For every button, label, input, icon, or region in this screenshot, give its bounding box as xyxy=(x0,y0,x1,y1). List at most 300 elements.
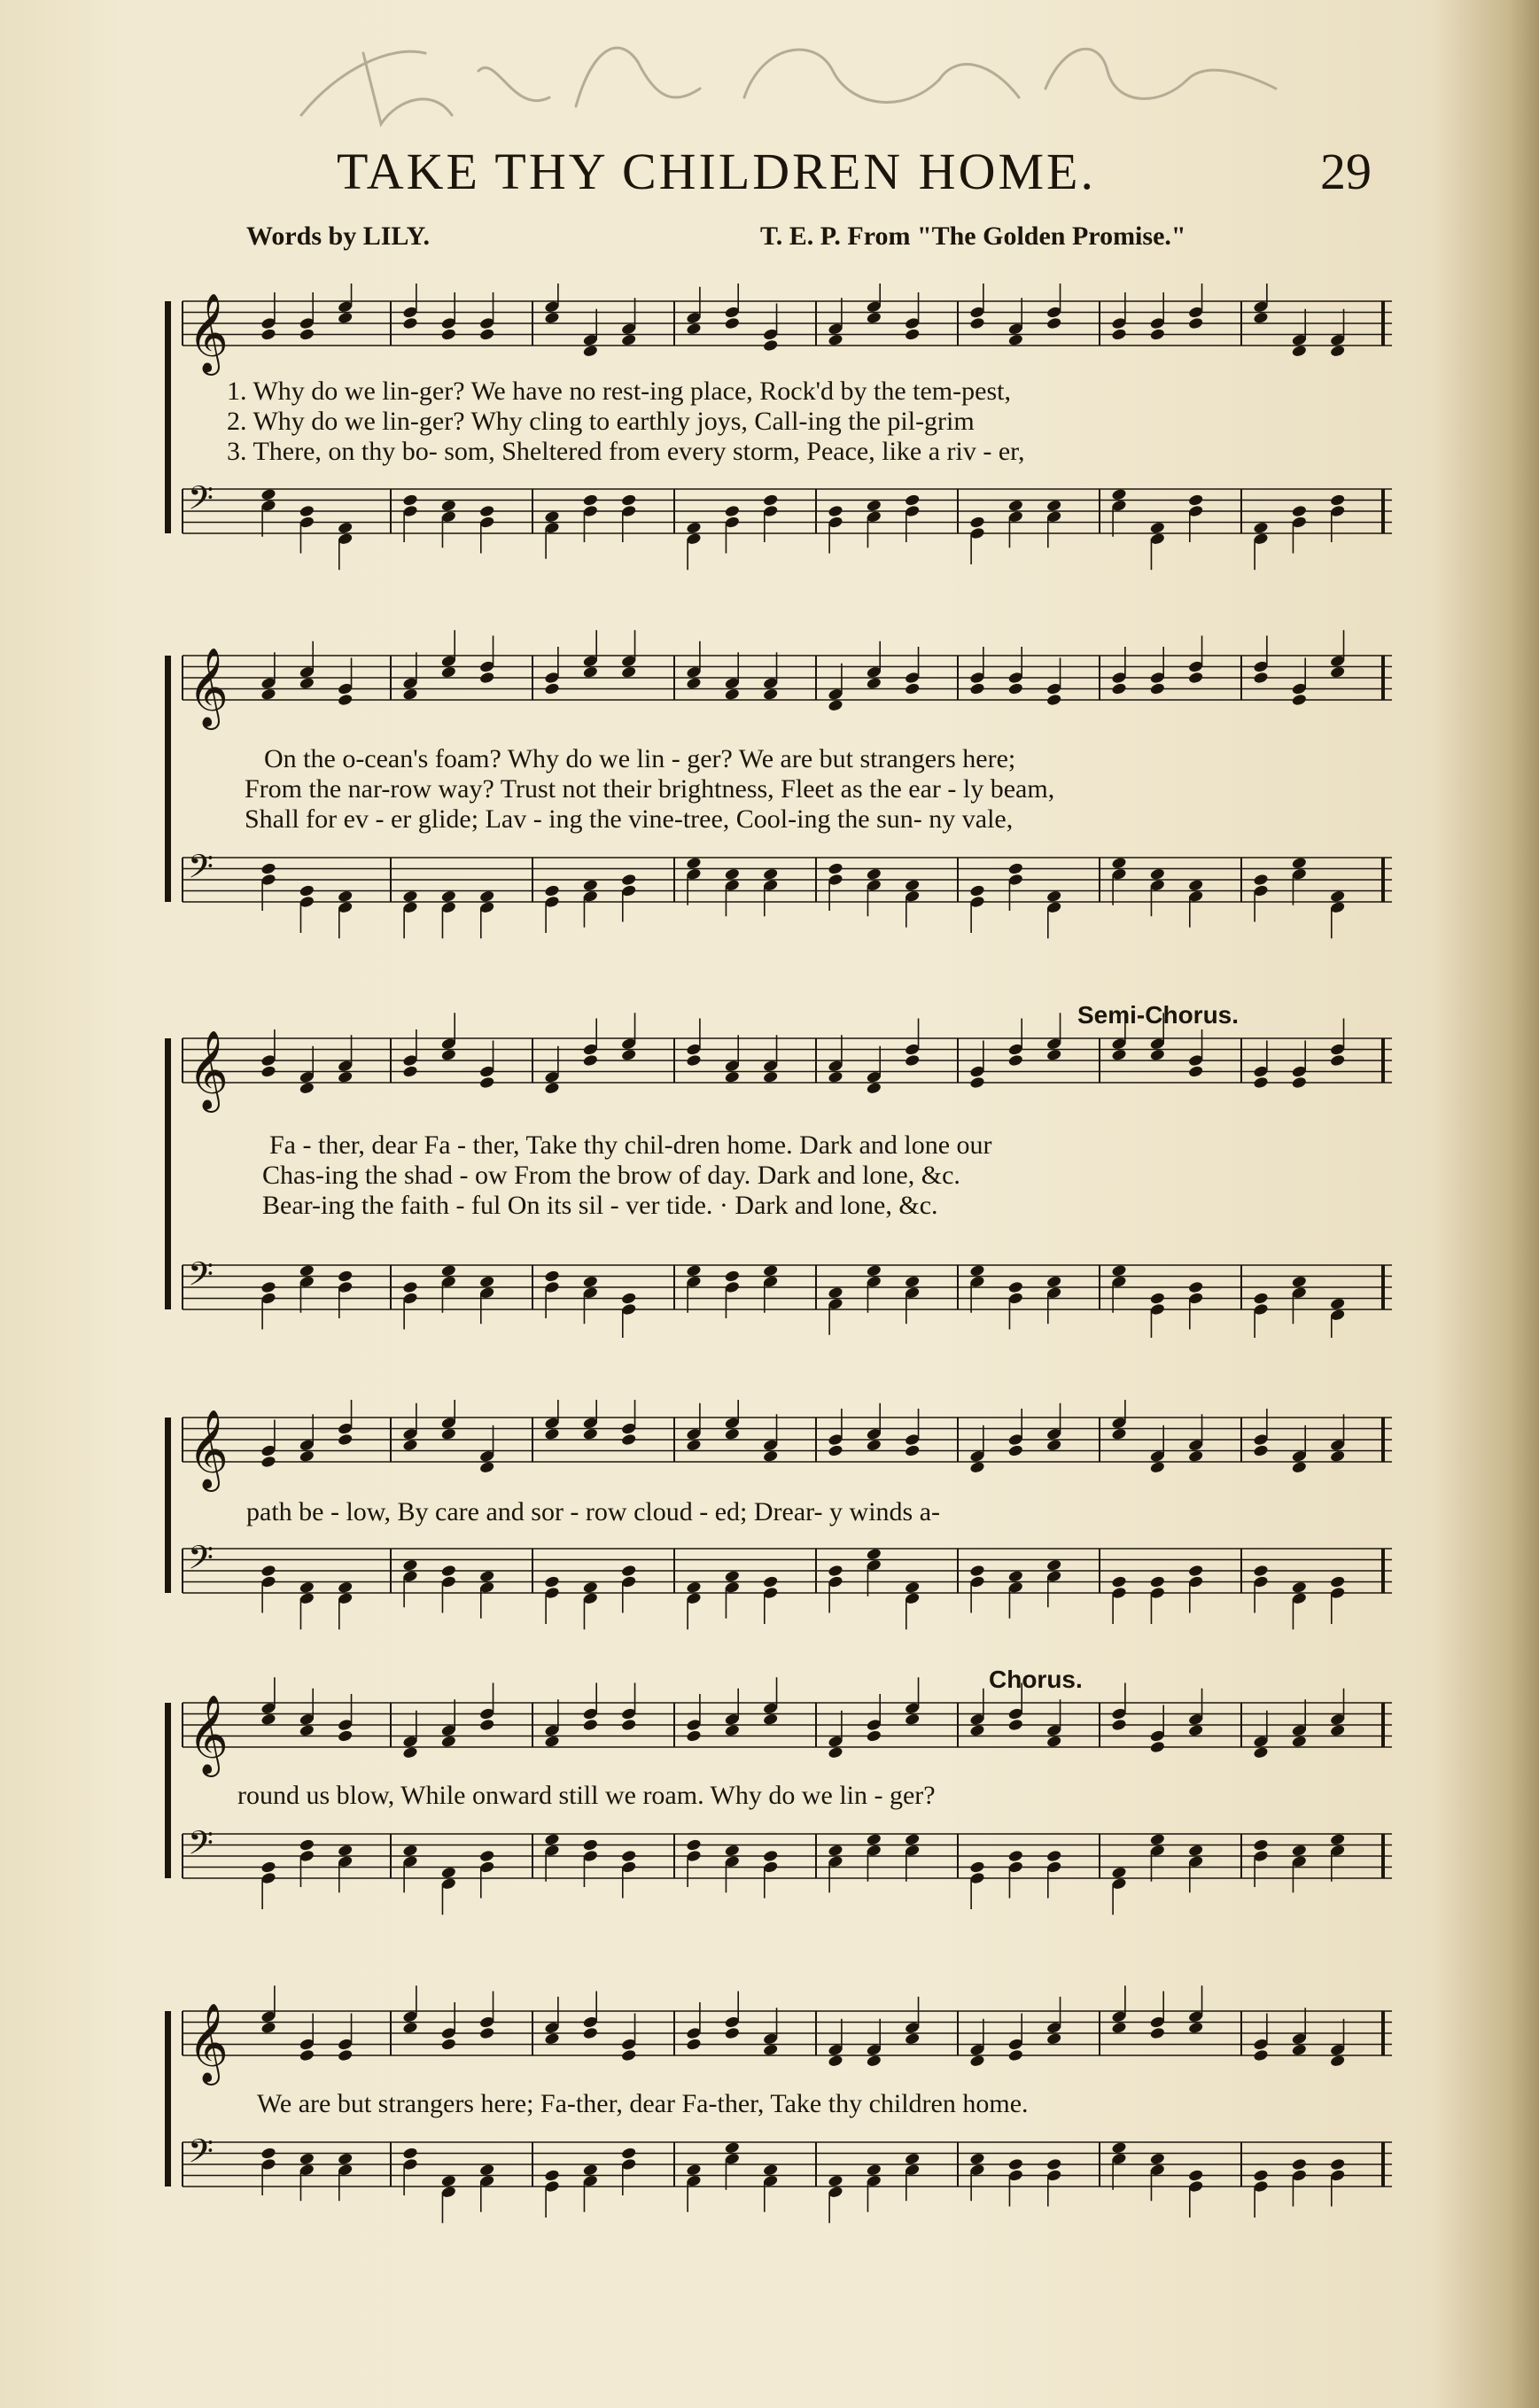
note-head xyxy=(763,687,779,701)
note-head xyxy=(1111,328,1127,341)
note-head xyxy=(621,1849,637,1862)
note-head xyxy=(828,1070,843,1084)
note-head xyxy=(828,333,843,346)
note-head xyxy=(905,1275,921,1288)
note-head xyxy=(299,1838,315,1852)
note-head xyxy=(1330,1297,1346,1310)
system-bracket xyxy=(165,1038,171,1309)
note-head xyxy=(621,1048,637,1061)
note-head xyxy=(544,1270,560,1283)
note-head xyxy=(260,1065,276,1078)
note-head xyxy=(1046,693,1062,706)
note-head xyxy=(1007,1280,1023,1293)
note-head xyxy=(1330,1724,1346,1737)
note-head xyxy=(582,1427,598,1441)
note-head xyxy=(866,1264,882,1278)
note-head xyxy=(1291,345,1307,358)
words-credit: Words by LILY. xyxy=(246,221,431,251)
note-head xyxy=(828,1746,843,1759)
lyric-line: 3. There, on thy bo- som, Sheltered from every storm, Peace, like a riv - er, xyxy=(227,437,1025,466)
note-head xyxy=(440,2038,456,2051)
note-head xyxy=(440,499,456,512)
bass-clef-icon: 𝄢 xyxy=(188,2132,214,2179)
note-head xyxy=(1188,1449,1204,1463)
lyric-line: On the o-cean's foam? Why do we lin - ger? We are but strangers here; xyxy=(264,744,1016,773)
note-head xyxy=(1007,2048,1023,2062)
note-head xyxy=(969,2055,985,2068)
note-head xyxy=(1007,1849,1023,1862)
note-head xyxy=(866,311,882,324)
note-head xyxy=(338,889,354,903)
note-head xyxy=(1149,1740,1165,1753)
note-head xyxy=(402,2147,418,2160)
note-head xyxy=(1007,499,1023,512)
note-head xyxy=(479,1718,495,1731)
note-head xyxy=(1253,1444,1269,1457)
treble-clef-icon: 𝄞 xyxy=(188,292,229,373)
treble-clef-icon: 𝄞 xyxy=(188,1694,229,1775)
note-head xyxy=(479,1570,495,1583)
note-head xyxy=(402,2021,418,2034)
note-head xyxy=(686,1838,702,1852)
note-head xyxy=(621,1433,637,1446)
note-head xyxy=(402,687,418,701)
note-head xyxy=(724,1270,740,1283)
note-head xyxy=(1046,1735,1062,1748)
note-head xyxy=(299,677,315,690)
note-head xyxy=(1253,671,1269,684)
note-head xyxy=(1291,1076,1307,1089)
note-head xyxy=(338,1581,354,1594)
note-head xyxy=(544,510,560,524)
note-head xyxy=(544,884,560,897)
note-head xyxy=(763,1575,779,1589)
note-head xyxy=(828,862,843,875)
note-head xyxy=(1291,1275,1307,1288)
note-head xyxy=(479,1076,495,1089)
note-head xyxy=(1149,682,1165,695)
note-head xyxy=(1046,2032,1062,2046)
note-head xyxy=(479,671,495,684)
note-head xyxy=(724,2026,740,2039)
note-head xyxy=(1188,493,1204,507)
note-head xyxy=(299,328,315,341)
lyric-line: Bear-ing the faith - ful On its sil - ver tide. · Dark and lone, &c. xyxy=(262,1191,938,1220)
note-head xyxy=(402,1280,418,1293)
note-head xyxy=(440,1866,456,1879)
note-head xyxy=(1046,1275,1062,1288)
note-head xyxy=(969,1564,985,1577)
note-head xyxy=(763,1713,779,1726)
note-head xyxy=(866,1439,882,1452)
note-head xyxy=(866,1833,882,1846)
note-head xyxy=(621,2147,637,2160)
note-head xyxy=(686,2038,702,2051)
note-head xyxy=(260,1713,276,1726)
note-head xyxy=(544,2169,560,2182)
note-head xyxy=(969,316,985,330)
bass-clef-icon: 𝄢 xyxy=(188,478,214,525)
note-head xyxy=(1007,2157,1023,2171)
note-head xyxy=(479,2163,495,2177)
note-head xyxy=(338,1270,354,1283)
note-head xyxy=(1149,1833,1165,1846)
note-head xyxy=(479,1849,495,1862)
note-head xyxy=(1330,1449,1346,1463)
note-head xyxy=(1007,1053,1023,1067)
section-label: Chorus. xyxy=(989,1666,1083,1693)
note-head xyxy=(969,516,985,529)
note-head xyxy=(1253,873,1269,886)
note-head xyxy=(544,311,560,324)
note-head xyxy=(1188,1280,1204,1293)
note-head xyxy=(1291,1581,1307,1594)
note-head xyxy=(905,1444,921,1457)
note-head xyxy=(763,1849,779,1862)
note-head xyxy=(260,1860,276,1874)
note-head xyxy=(969,1076,985,1089)
note-head xyxy=(1253,1292,1269,1305)
lyric-line: Shall for ev - er glide; Lav - ing the vine-tree, Cool-ing the sun- ny vale, xyxy=(245,804,1014,834)
note-head xyxy=(1149,2026,1165,2039)
note-head xyxy=(1149,521,1165,534)
note-head xyxy=(621,493,637,507)
lyric-line: 1. Why do we lin-ger? We have no rest-ing place, Rock'd by the tem-pest, xyxy=(227,377,1011,406)
note-head xyxy=(338,1433,354,1446)
note-head xyxy=(969,1264,985,1278)
treble-clef-icon: 𝄞 xyxy=(188,1409,229,1489)
system-bracket xyxy=(165,2011,171,2187)
note-head xyxy=(866,2163,882,2177)
note-head xyxy=(1253,2048,1269,2062)
lyric-line: round us blow, While onward still we roam. Why do we lin - ger? xyxy=(237,1781,936,1810)
note-head xyxy=(260,328,276,341)
note-head xyxy=(260,2021,276,2034)
note-head xyxy=(479,2026,495,2039)
note-head xyxy=(763,1070,779,1084)
note-head xyxy=(479,1461,495,1474)
note-head xyxy=(1111,857,1127,870)
note-head xyxy=(621,333,637,346)
note-head xyxy=(905,1581,921,1594)
note-head xyxy=(1046,1558,1062,1572)
note-head xyxy=(582,665,598,679)
note-head xyxy=(299,1082,315,1095)
note-head xyxy=(905,493,921,507)
note-head xyxy=(479,1275,495,1288)
note-head xyxy=(582,1838,598,1852)
note-head xyxy=(260,1455,276,1468)
note-head xyxy=(969,1860,985,1874)
note-head xyxy=(1111,2021,1127,2034)
note-head xyxy=(338,521,354,534)
note-head xyxy=(1046,889,1062,903)
note-head xyxy=(763,1449,779,1463)
note-head xyxy=(1253,1746,1269,1759)
note-head xyxy=(1111,1264,1127,1278)
note-head xyxy=(828,2174,843,2187)
note-head xyxy=(1188,1065,1204,1078)
note-head xyxy=(1188,879,1204,892)
note-head xyxy=(1330,2055,1346,2068)
note-head xyxy=(724,1070,740,1084)
note-head xyxy=(1188,1844,1204,1857)
lyric-line: From the nar-row way? Trust not their brightness, Fleet as the ear - ly beam, xyxy=(245,774,1055,804)
music-system-4 xyxy=(165,1400,1398,1630)
note-head xyxy=(544,1575,560,1589)
treble-clef-icon: 𝄞 xyxy=(188,1029,229,1110)
note-head xyxy=(260,1564,276,1577)
note-head xyxy=(1291,2157,1307,2171)
note-head xyxy=(1188,1724,1204,1737)
note-head xyxy=(828,2055,843,2068)
note-head xyxy=(402,889,418,903)
note-head xyxy=(905,2032,921,2046)
note-head xyxy=(866,1082,882,1095)
note-head xyxy=(582,1275,598,1288)
note-head xyxy=(1111,682,1127,695)
note-head xyxy=(969,1461,985,1474)
note-head xyxy=(1330,1575,1346,1589)
note-head xyxy=(544,2032,560,2046)
lyric-line: Fa - ther, dear Fa - ther, Take thy chil-dren home. Dark and lone our xyxy=(269,1130,992,1160)
note-head xyxy=(402,1065,418,1078)
note-head xyxy=(1253,2169,1269,2182)
note-head xyxy=(969,1724,985,1737)
note-head xyxy=(582,345,598,358)
note-head xyxy=(866,867,882,881)
note-head xyxy=(905,682,921,695)
note-head xyxy=(1046,1849,1062,1862)
note-head xyxy=(544,682,560,695)
section-label: Semi-Chorus. xyxy=(1077,1001,1240,1029)
note-head xyxy=(544,1735,560,1748)
music-system-2 xyxy=(165,620,1398,939)
note-head xyxy=(402,1746,418,1759)
note-head xyxy=(582,2026,598,2039)
note-head xyxy=(402,1558,418,1572)
music-system-1 xyxy=(165,284,1398,576)
note-head xyxy=(582,493,598,507)
note-head xyxy=(1007,333,1023,346)
note-head xyxy=(1046,499,1062,512)
note-head xyxy=(582,1581,598,1594)
note-head xyxy=(260,488,276,501)
note-head xyxy=(260,687,276,701)
note-head xyxy=(402,1844,418,1857)
pencil-annotation xyxy=(284,18,1302,151)
note-head xyxy=(402,493,418,507)
note-head xyxy=(1046,1048,1062,1061)
note-head xyxy=(299,1581,315,1594)
note-head xyxy=(1291,1461,1307,1474)
page-number: 29 xyxy=(1320,143,1372,200)
note-head xyxy=(621,1292,637,1305)
note-head xyxy=(440,1735,456,1748)
note-head xyxy=(724,867,740,881)
note-head xyxy=(1291,857,1307,870)
note-head xyxy=(1291,2043,1307,2056)
note-head xyxy=(440,1564,456,1577)
note-head xyxy=(621,1718,637,1731)
note-head xyxy=(686,1053,702,1067)
note-head xyxy=(1330,1833,1346,1846)
treble-clef-icon: 𝄞 xyxy=(188,647,229,727)
note-head xyxy=(544,1082,560,1095)
lyric-line: Chas-ing the shad - ow From the brow of day. Dark and lone, &c. xyxy=(262,1161,960,1190)
treble-clef-icon: 𝄞 xyxy=(188,2002,229,2083)
note-head xyxy=(1149,867,1165,881)
note-head xyxy=(1007,1718,1023,1731)
note-head xyxy=(479,328,495,341)
note-head xyxy=(763,493,779,507)
note-head xyxy=(299,2048,315,2062)
note-head xyxy=(724,504,740,517)
system-bracket xyxy=(165,656,171,902)
note-head xyxy=(828,504,843,517)
note-head xyxy=(338,311,354,324)
note-head xyxy=(1253,521,1269,534)
note-head xyxy=(1188,2169,1204,2182)
lyric-line: 2. Why do we lin-ger? Why cling to earthly joys, Call-ing the pil-grim xyxy=(227,407,975,436)
music-system-3 xyxy=(165,1001,1398,1338)
note-head xyxy=(686,521,702,534)
note-head xyxy=(1291,1735,1307,1748)
note-head xyxy=(1111,1427,1127,1441)
note-head xyxy=(338,693,354,706)
system-bracket xyxy=(165,1703,171,1878)
note-head xyxy=(905,1833,921,1846)
note-head xyxy=(1111,1866,1127,1879)
note-head xyxy=(1046,316,1062,330)
note-head xyxy=(260,1280,276,1293)
note-head xyxy=(621,1564,637,1577)
note-head xyxy=(440,665,456,679)
note-head xyxy=(1188,316,1204,330)
note-head xyxy=(440,1264,456,1278)
note-head xyxy=(969,2152,985,2165)
note-head xyxy=(1253,311,1269,324)
bass-clef-icon: 𝄢 xyxy=(188,1823,214,1870)
note-head xyxy=(828,699,843,712)
note-head xyxy=(1330,665,1346,679)
note-head xyxy=(969,884,985,897)
note-head xyxy=(828,1286,843,1300)
song-title: TAKE THY CHILDREN HOME. xyxy=(337,143,1096,200)
note-head xyxy=(763,2043,779,2056)
note-head xyxy=(686,857,702,870)
note-head xyxy=(1111,1575,1127,1589)
note-head xyxy=(299,1449,315,1463)
note-head xyxy=(763,2163,779,2177)
lyric-line: We are but strangers here; Fa-ther, dear Fa-ther, Take thy children home. xyxy=(257,2089,1029,2118)
note-head xyxy=(724,1844,740,1857)
note-head xyxy=(299,504,315,517)
note-head xyxy=(686,1729,702,1743)
note-head xyxy=(1149,1048,1165,1061)
note-head xyxy=(544,1833,560,1846)
note-head xyxy=(866,677,882,690)
note-head xyxy=(1188,1564,1204,1577)
note-head xyxy=(260,862,276,875)
note-head xyxy=(1149,1575,1165,1589)
note-head xyxy=(905,328,921,341)
music-system-6 xyxy=(165,1976,1398,2233)
note-head xyxy=(1046,1439,1062,1452)
note-head xyxy=(905,2152,921,2165)
note-head xyxy=(724,1427,740,1441)
note-head xyxy=(1188,2021,1204,2034)
note-head xyxy=(866,499,882,512)
note-head xyxy=(828,1444,843,1457)
note-head xyxy=(905,879,921,892)
note-head xyxy=(866,1548,882,1561)
bass-clef-icon: 𝄢 xyxy=(188,847,214,894)
note-head xyxy=(1007,1570,1023,1583)
note-head xyxy=(338,2048,354,2062)
note-head xyxy=(440,2174,456,2187)
lyric-line: path be - low, By care and sor - row cloud - ed; Drear- y winds a- xyxy=(246,1497,941,1526)
note-head xyxy=(763,1264,779,1278)
note-head xyxy=(866,1729,882,1743)
note-head xyxy=(724,687,740,701)
note-head xyxy=(1007,682,1023,695)
note-head xyxy=(621,2048,637,2062)
note-head xyxy=(440,1427,456,1441)
note-head xyxy=(1291,693,1307,706)
note-head xyxy=(1253,1838,1269,1852)
note-head xyxy=(1330,345,1346,358)
note-head xyxy=(686,1581,702,1594)
note-head xyxy=(582,2163,598,2177)
system-bracket xyxy=(165,1418,171,1593)
note-head xyxy=(686,1439,702,1452)
note-head xyxy=(1111,1048,1127,1061)
note-head xyxy=(299,1724,315,1737)
note-head xyxy=(763,338,779,352)
note-head xyxy=(479,504,495,517)
note-head xyxy=(905,1053,921,1067)
note-head xyxy=(1111,488,1127,501)
system-bracket xyxy=(165,301,171,533)
note-head xyxy=(582,1053,598,1067)
note-head xyxy=(686,1264,702,1278)
note-head xyxy=(828,1844,843,1857)
note-head xyxy=(440,889,456,903)
note-head xyxy=(724,1724,740,1737)
note-head xyxy=(299,884,315,897)
bass-clef-icon: 𝄢 xyxy=(188,1254,214,1301)
note-head xyxy=(621,665,637,679)
bass-clef-icon: 𝄢 xyxy=(188,1538,214,1585)
music-system-5 xyxy=(165,1666,1398,1931)
note-head xyxy=(724,316,740,330)
note-head xyxy=(1330,2157,1346,2171)
note-head xyxy=(763,867,779,881)
note-head xyxy=(440,1048,456,1061)
note-head xyxy=(338,2152,354,2165)
note-head xyxy=(1330,889,1346,903)
note-head xyxy=(1253,1564,1269,1577)
note-head xyxy=(905,1713,921,1726)
note-head xyxy=(1330,493,1346,507)
note-head xyxy=(402,1439,418,1452)
note-head xyxy=(479,889,495,903)
note-head xyxy=(1149,328,1165,341)
note-head xyxy=(299,1264,315,1278)
note-head xyxy=(969,682,985,695)
note-head xyxy=(621,873,637,886)
